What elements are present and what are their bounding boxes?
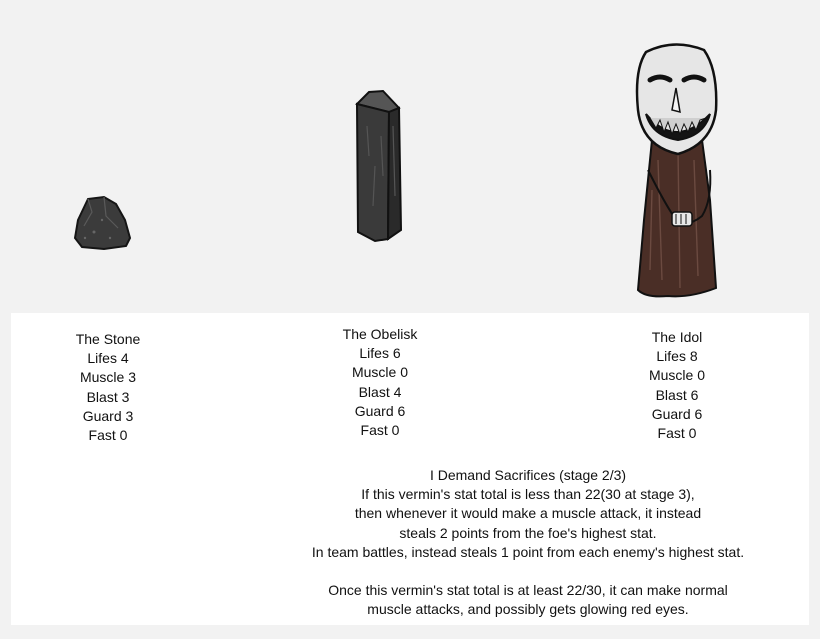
stat-guard: Guard 3 xyxy=(82,407,134,424)
stat-blast: Blast 6 xyxy=(655,386,699,403)
obelisk-icon xyxy=(345,86,411,246)
stat-lifes: Lifes 4 xyxy=(87,350,129,367)
stat-guard: Guard 6 xyxy=(651,405,703,422)
stat-lifes: Lifes 8 xyxy=(656,348,698,365)
stat-lifes: Lifes 6 xyxy=(359,345,401,362)
idol-icon xyxy=(628,40,728,302)
stat-muscle: Muscle 0 xyxy=(351,364,409,381)
stat-muscle: Muscle 3 xyxy=(79,369,137,386)
stone-icon xyxy=(70,192,136,252)
paragraph-gap xyxy=(300,562,756,581)
stat-guard: Guard 6 xyxy=(354,402,406,419)
ability-line: muscle attacks, and possibly gets glowing red eyes. xyxy=(367,601,689,618)
creature-name: The Stone xyxy=(75,331,141,347)
creature-name: The Idol xyxy=(651,329,703,345)
ability-line: In team battles, instead steals 1 point from each enemy's highest stat. xyxy=(311,543,745,560)
obelisk-stats xyxy=(320,325,440,440)
idol-stats xyxy=(617,328,737,443)
ability-line: Once this vermin's stat total is at least 22/30, it can make normal xyxy=(328,582,728,599)
stone-stats xyxy=(48,330,168,445)
stat-blast: Blast 4 xyxy=(358,383,402,400)
creature-name: The Obelisk xyxy=(342,326,418,342)
ability-description xyxy=(300,466,756,619)
stat-fast: Fast 0 xyxy=(360,422,400,439)
ability-line: steals 2 points from the foe's highest stat. xyxy=(399,524,657,541)
stat-fast: Fast 0 xyxy=(88,427,128,444)
stat-fast: Fast 0 xyxy=(657,425,697,442)
stat-blast: Blast 3 xyxy=(86,388,130,405)
stat-muscle: Muscle 0 xyxy=(648,367,706,384)
ability-title: I Demand Sacrifices (stage 2/3) xyxy=(429,467,627,483)
ability-line: If this vermin's stat total is less than 22(30 at stage 3), xyxy=(361,486,695,503)
ability-line: then whenever it would make a muscle attack, it instead xyxy=(354,505,702,522)
